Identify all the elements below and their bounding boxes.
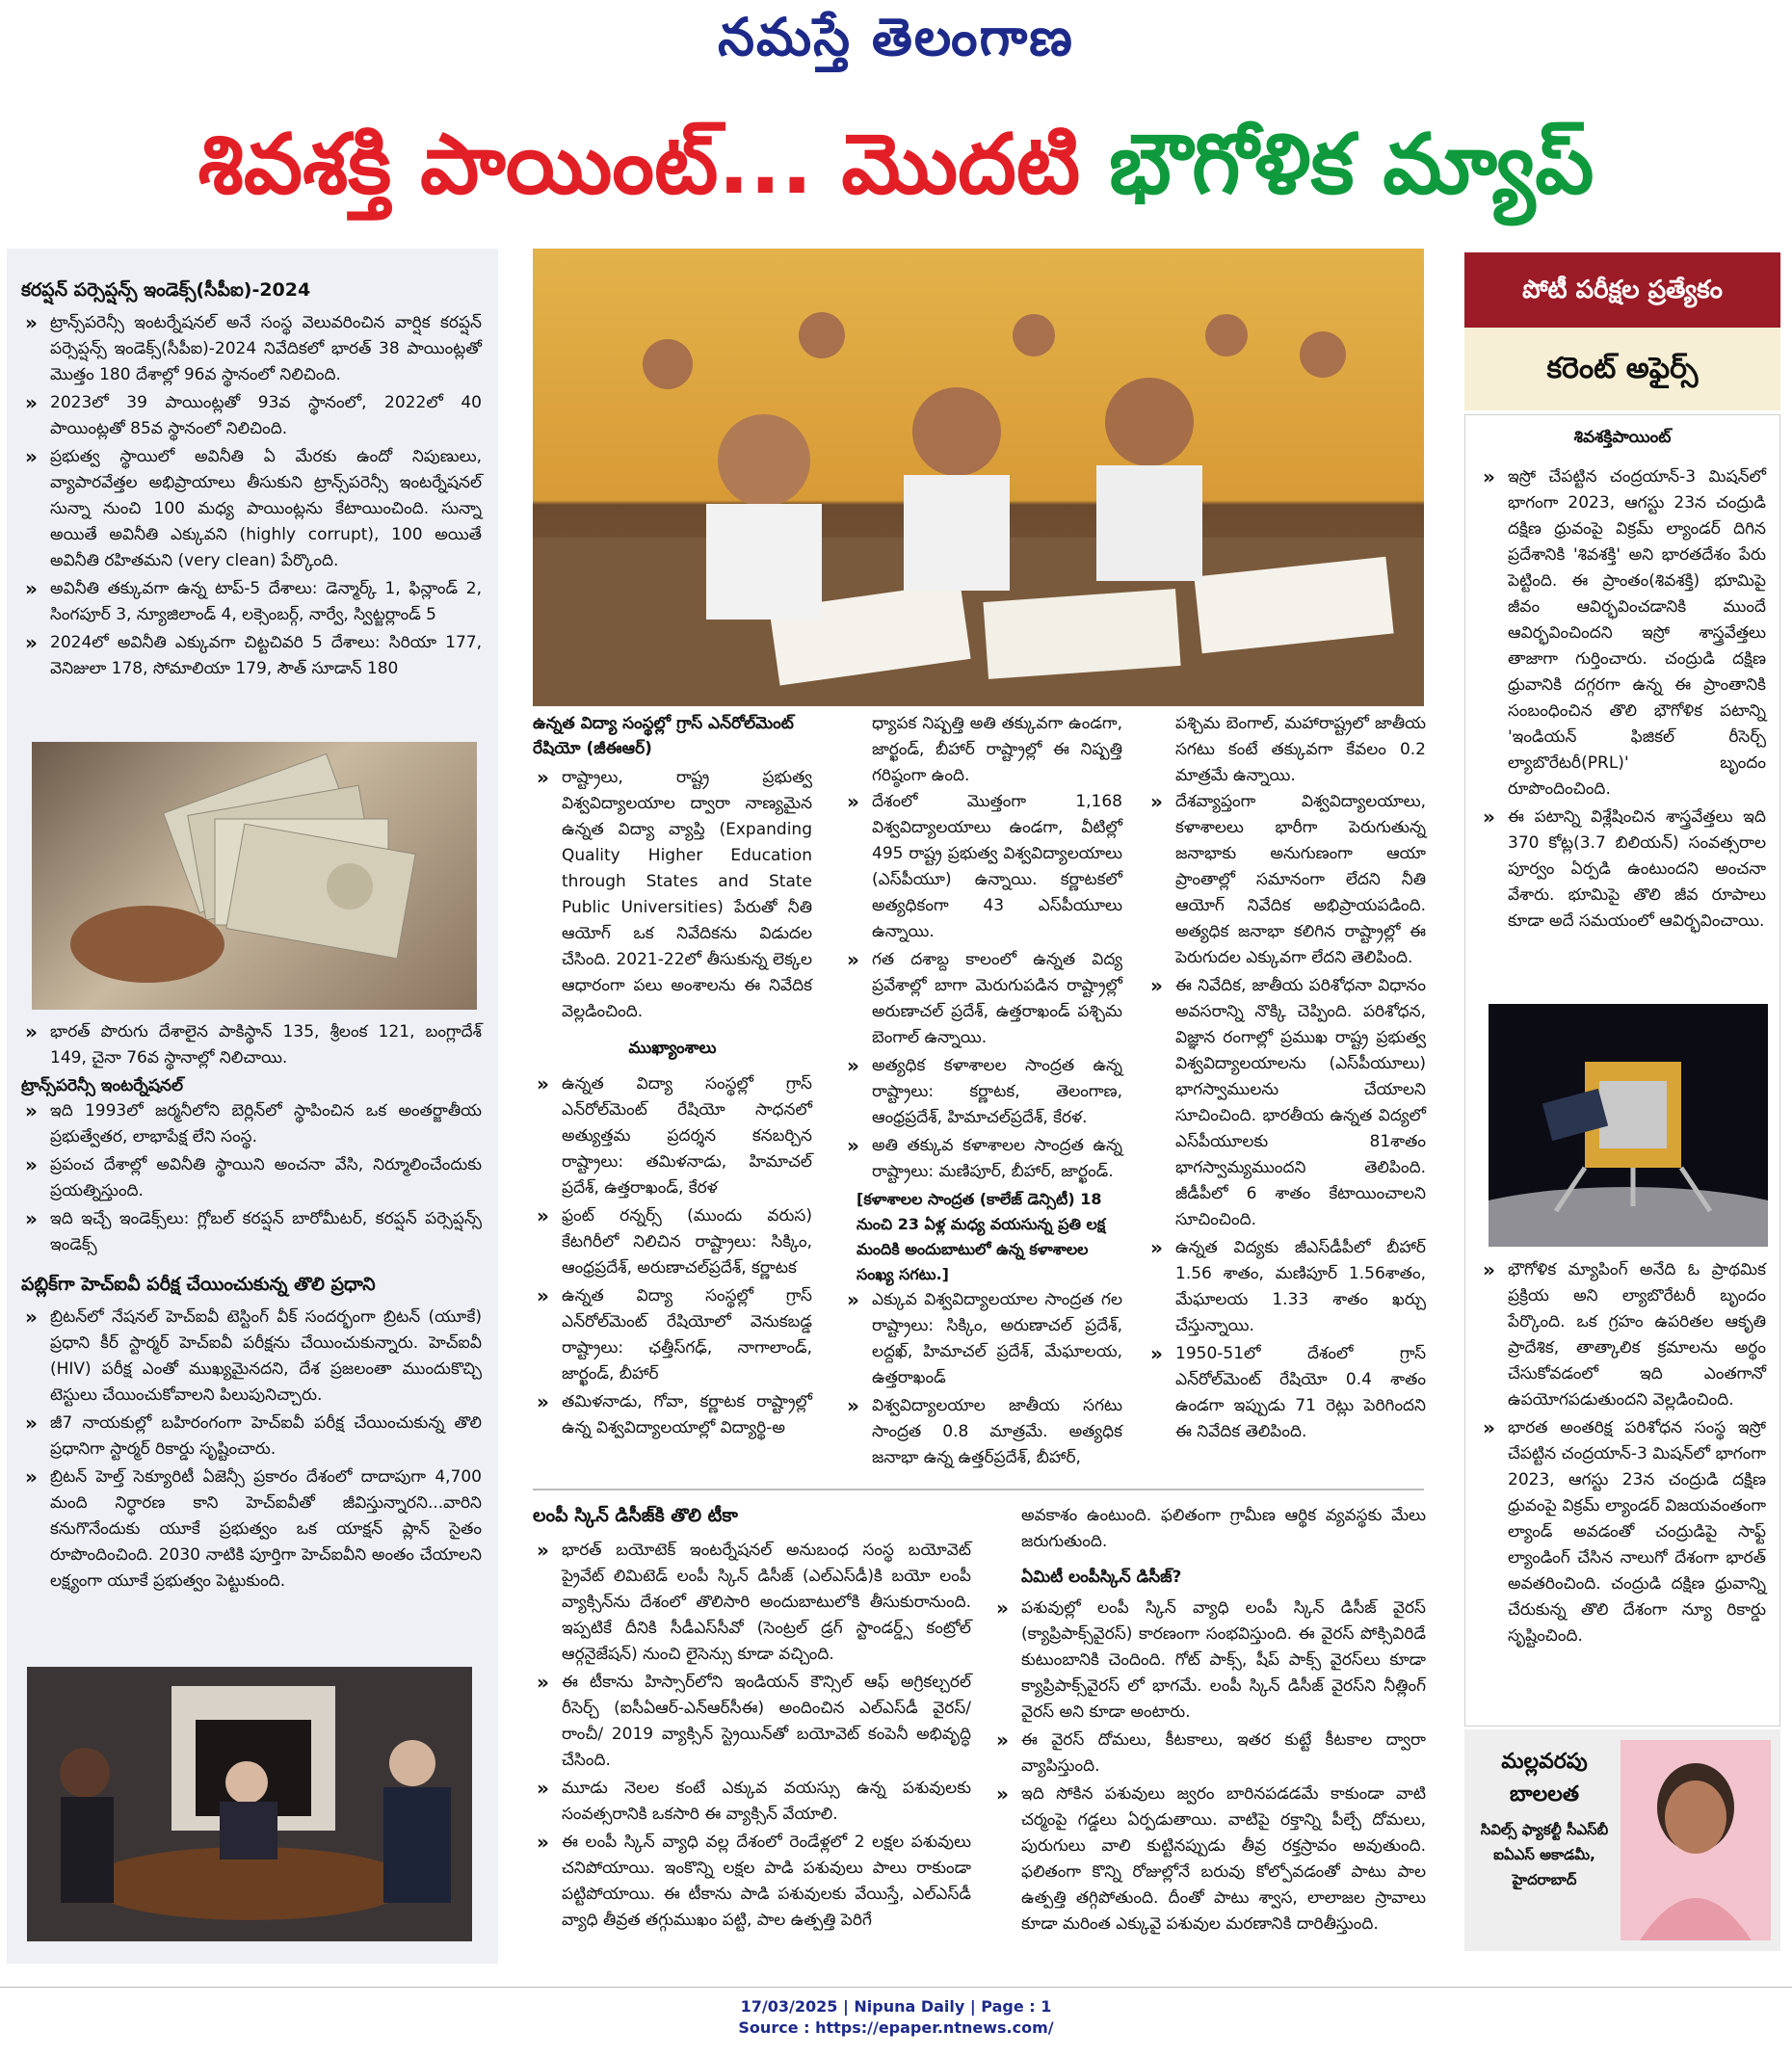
list-item: » భారత్ బయోటెక్ ఇంటర్నేషనల్ అనుబంధ సంస్థ బయోవెట్ ప్రైవేట్ లిమిటెడ్ లంపీ స్కిన్ డిసీజ్ (ఎల్‌ఎస్‌డీ)కి బయో లంపీ వ్యాక్సిన్‌ను దేశంలో తొలిసారి అందుబాటులోకి తీసుకురానుంది. ఇప్పటికే దీనికి సీడీఎస్‌సీవో (సెంట్రల్ డ్రగ్ స్టాండర్డ్స్ కంట్రోల్ ఆర్గనైజేషన్) నుంచి లైసెన్సు కూడా వచ్చింది.: [533, 1538, 971, 1668]
masthead-logo: నమస్తే తెలంగాణ: [718, 6, 1074, 67]
list-item: » ఎక్కువ విశ్వవిద్యాలయాల సాంద్రత గల రాష్ట్రాలు: సిక్కిం, అరుణాచల్ ప్రదేశ్, లద్దఖ్, హిమాచల్ ప్రదేశ్, మేఘాలయ, ఉత్తరాఖండ్: [843, 1287, 1122, 1391]
cpi-list: [21, 310, 482, 682]
hiv-list: [21, 1305, 482, 1595]
ger-column-1: [533, 711, 812, 1443]
ti-subheading: ట్రాన్స్‌పరెన్సీ ఇంటర్నేషనల్: [21, 1076, 183, 1095]
headline-part-2: భౌగోళిక మ్యాప్: [1109, 117, 1594, 213]
author-role: సివిల్స్ ఫ్యాకల్టీ సీఎస్‌బీ ఐఏఎస్ అకాడమీ, హైదరాబాద్: [1480, 1821, 1609, 1888]
list-item: » అత్యధిక కళాశాలల సాంద్రత ఉన్న రాష్ట్రాలు: కర్ణాటక, తెలంగాణ, ఆంధ్రప్రదేశ్, హిమాచల్‌ప్రదేశ్, కేరళ.: [843, 1053, 1122, 1131]
ti-section: [21, 1019, 482, 1596]
list-item: » ఇస్రో చేపట్టిన చంద్రయాన్-3 మిషన్‌లో భాగంగా 2023, ఆగస్టు 23న చంద్రుడి దక్షిణ ధ్రువంపై విక్రమ్ ల్యాండర్ దిగిన ప్రదేశానికి 'శివశక్తి' అని భారతదేశం పేరు పెట్టింది. ఈ ప్రాంతం(శివశక్తి) భూమిపై జీవం ఆవిర్భవించడానికి ముందే ఆవిర్భవించిందని ఇస్రో శాస్త్రవేత్తలు తాజాగా గుర్తించారు. చంద్రుడి దక్షిణ ధ్రువానికి దగ్గరగా ఉన్న ఈ ప్రాంతానికి సంబంధించిన తొలి భౌగోళిక పటాన్ని 'ఇండియన్ ఫిజికల్ రీసెర్చ్ ల్యాబొరేటరీ(PRL)' బృందం రూపొందించింది.: [1479, 464, 1766, 803]
list-item: » ఉన్నత విద్యకు జీఎస్‌డీపీలో బీహార్ 1.56 శాతం, మణిపూర్ 1.56శాతం, మేఘాలయ 1.33 శాతం ఖర్చు చేస్తున్నాయి.: [1146, 1235, 1426, 1339]
hiv-title: పబ్లిక్‌గా హెచ్‌ఐవీ పరీక్ష చేయించుకున్న తొలి ప్రధాని: [21, 1274, 376, 1295]
author-name-1: మల్లవరపు: [1501, 1750, 1588, 1774]
author-photo: [1621, 1740, 1771, 1940]
paragraph: పశ్చిమ బెంగాల్, మహారాష్ట్రలో జాతీయ సగటు కంటే తక్కువగా కేవలం 0.2 మాత్రమే ఉన్నాయి.: [1175, 714, 1426, 785]
section-divider: [533, 1489, 1424, 1490]
list-item: » తమిళనాడు, గోవా, కర్ణాటక రాష్ట్రాల్లో ఉన్న విశ్వవిద్యాలయాల్లో విద్యార్థి-అ: [533, 1389, 812, 1441]
list-item: » రాష్ట్రాలు, రాష్ట్ర ప్రభుత్వ విశ్వవిద్యాలయాల ద్వారా నాణ్యమైన ఉన్నత విద్యా వ్యాప్తి (Expanding Quality Higher Education through States and State Public Universities) పేరుతో నీతి ఆయోగ్ ఒక నివేదికను విడుదల చేసింది. 2021-22లో తీసుకున్న లెక్కల ఆధారంగా పలు అంశాలను ఈ నివేదిక వెల్లడించింది.: [533, 765, 812, 1025]
footer: [0, 1996, 1792, 2039]
lsd-title: లంపీ స్కిన్ డిసీజ్‌కి తొలి టీకా: [533, 1505, 738, 1526]
list-item: » ప్రపంచ దేశాల్లో అవినీతి స్థాయిని అంచనా వేసి, నిర్మూలించేందుకు ప్రయత్నిస్తుంది.: [21, 1152, 482, 1204]
cpi-section: [21, 277, 482, 684]
list-item: » దేశంలో మొత్తంగా 1,168 విశ్వవిద్యాలయాలు ఉండగా, వీటిల్లో 495 రాష్ట్ర ప్రభుత్వ విశ్వవిద్యాలయాలు (ఎస్‌పీయూ) ఉన్నాయి. కర్ణాటకలో అత్యధికంగా 43 ఎస్‌పీయూలు ఉన్నాయి.: [843, 789, 1122, 945]
list-item: » ఇది ఇచ్చే ఇండెక్స్‌లు: గ్లోబల్ కరప్షన్ బారోమీటర్, కరప్షన్ పర్సెప్షన్స్ ఇండెక్స్: [21, 1206, 482, 1258]
lsd-column-1: [533, 1503, 971, 1936]
list-item: » 2024లో అవినీతి ఎక్కువగా చిట్టచివరి 5 దేశాలు: సిరియా 177, వెనిజులా 178, సోమాలియా 179, సౌత్ సూడాన్ 180: [21, 630, 482, 682]
footer-source-link[interactable]: Source : https://epaper.ntnews.com/: [738, 2018, 1054, 2037]
currency-notes-photo: [32, 742, 477, 1010]
list-item: » పశువుల్లో లంపీ స్కిన్ వ్యాధి లంపీ స్కిన్ డిసీజ్ వైరస్ (క్యాప్రిపాక్స్‌వైరస్) కారణంగా సంభవిస్తుంది. ఈ వైరస్ పోక్సివిరిడే కుటుంబానికి చెందింది. గోట్ పాక్స్, షీప్ పాక్స్ వైరస్‌లు కూడా క్యాప్రిపాక్స్‌వైరస్ లో భాగమే. లంపీ స్కిన్ డిసీజ్ వైరస్‌ని నీత్లింగ్ వైరస్ అని కూడా అంటారు.: [992, 1595, 1426, 1726]
highlights-subheading: ముఖ్యాంశాలు: [628, 1039, 717, 1058]
lsd-column-2: [992, 1503, 1426, 1939]
vikram-lander-photo: [1489, 1004, 1768, 1247]
list-item: » ఈ టీకాను హిస్సార్‌లోని ఇండియన్ కౌన్సిల్ ఆఫ్ అగ్రికల్చరల్ రీసెర్చ్ (ఐసీఏఆర్-ఎన్ఆర్‌సీఈ) అందించిన ఎల్‌ఎస్‌డీ వైరస్/రాంచీ/ 2019 వ్యాక్సిన్ స్ట్రెయిన్‌తో బయోవెట్ కంపెనీ అభివృద్ధి చేసింది.: [533, 1670, 971, 1774]
headline: [0, 92, 1792, 237]
ti-list: [21, 1098, 482, 1258]
lsd-subheading: ఏమిటీ లంపీస్కిన్ డిసీజ్?: [1021, 1568, 1182, 1587]
list-item: » ప్రభుత్వ స్థాయిలో అవినీతి ఏ మేరకు ఉందో నిపుణులు, వ్యాపారవేత్తల అభిప్రాయాలు తీసుకుని ట్రాన్స్‌పరెన్సీ ఇంటర్నేషనల్ సున్నా నుంచి 100 మధ్య పాయింట్లను కేటాయించింది. సున్నా అయితే అవినీతి ఎక్కువని (highly corrupt), 100 అయితే అవినీతి రహితమని (very clean) పేర్కొంది.: [21, 444, 482, 574]
footer-rule: [0, 1987, 1792, 1988]
list-item: » గత దశాబ్ద కాలంలో ఉన్నత విద్య ప్రవేశాల్లో బాగా మెరుగుపడిన రాష్ట్రాల్లో అరుణాచల్ ప్రదేశ్, ఉత్తరాఖండ్ పశ్చిమ బెంగాల్ ఉన్నాయి.: [843, 947, 1122, 1051]
list-item: » ఈ పటాన్ని విశ్లేషించిన శాస్త్రవేత్తలు ఇది 370 కోట్ల(3.7 బిలియన్) సంవత్సరాల పూర్వం ఏర్పడి ఉంటుందని అంచనా వేశారు. భూమిపై తొలి జీవ రూపాలు కూడా అదే సమయంలో ఆవిర్భవించాయి.: [1479, 804, 1766, 935]
list-item: » మూడు నెలల కంటే ఎక్కువ వయస్సు ఉన్న పశువులకు సంవత్సరానికి ఒకసారి ఈ వ్యాక్సిన్ వేయాలి.: [533, 1776, 971, 1828]
list-item: » ఇది 1993లో జర్మనీలోని బెర్లిన్‌లో స్థాపించిన ఒక అంతర్జాతీయ ప్రభుత్వేతర, లాభాపేక్ష లేని సంస్థ.: [21, 1098, 482, 1150]
shivashakti-section: [1479, 424, 1766, 936]
exam-special-badge: పోటీ పరీక్షల ప్రత్యేకం: [1464, 252, 1780, 328]
shivashakti-title: శివశక్తిపాయింట్: [1573, 428, 1672, 447]
list-item: » ట్రాన్స్‌పరెన్సీ ఇంటర్నేషనల్ అనే సంస్థ వెలువరించిన వార్షిక కరప్షన్ పర్సెప్షన్స్ ఇండెక్స్(సీపీఐ)-2024 నివేదికలో భారత్ 38 పాయింట్లతో మొత్తం 180 దేశాల్లో 96వ స్థానంలో నిలిచింది.: [21, 310, 482, 388]
current-affairs-banner: కరెంట్ అఫైర్స్: [1464, 328, 1780, 410]
currency-notes-image: [32, 742, 477, 1010]
paragraph: అవకాశం ఉంటుంది. ఫలితంగా గ్రామీణ ఆర్థిక వ్యవస్థకు మేలు జరుగుతుంది.: [1021, 1506, 1426, 1551]
list-item: » ఈ లంపీ స్కిన్ వ్యాధి వల్ల దేశంలో రెండేళ్లలో 2 లక్షల పశువులు చనిపోయాయి. ఇంకొన్ని లక్షల పాడి పశువులు పాలు రాకుండా పట్టిపోయాయి. ఈ టీకాను పాడి పశువులకు వేయిస్తే, ఎల్‌ఎస్‌డీ వ్యాధి తీవ్రత తగ్గుముఖం పట్టి, పాల ఉత్పత్తి పెరిగే: [533, 1830, 971, 1934]
lander-image: [1489, 1004, 1768, 1247]
college-density-note: [కళాశాలల సాంద్రత (కాలేజ్ డెన్సిటీ) 18 నుంచి 23 ఏళ్ల మధ్య వయసున్న ప్రతి లక్ష మందికి అందుబాటులో ఉన్న కళాశాలల సంఖ్య సగటు.]: [856, 1190, 1106, 1283]
list-item: » అవినీతి తక్కువగా ఉన్న టాప్-5 దేశాలు: డెన్మార్క్ 1, ఫిన్లాండ్ 2, సింగపూర్ 3, న్యూజిలాండ్ 4, లక్సెంబర్గ్, నార్వే, స్విట్జర్లాండ్ 5: [21, 576, 482, 628]
list-item: » ఇది సోకిన పశువులు జ్వరం బారినపడడమే కాకుండా వాటి చర్మంపై గడ్డలు ఏర్పడుతాయి. వాటిపై రక్తాన్ని పీల్చే దోమలు, పురుగులు వాలి కుట్టినప్పుడు తీవ్ర రక్తస్రావం అవుతుంది. ఫలితంగా కొన్ని రోజుల్లోనే బరువు కోల్పోవడంతో పాటు పాల ఉత్పత్తి తగ్గిపోతుంది. దీంతో పాటు శ్వాస, లాలాజల స్రావాలు కూడా మరింత ఎక్కువై పశువుల మరణానికి దారితీస్తుంది.: [992, 1781, 1426, 1938]
ger-column-2: [843, 711, 1122, 1473]
footer-date-line: 17/03/2025 | Nipuna Daily | Page : 1: [740, 1997, 1052, 2016]
paragraph: ధ్యాపక నిష్పత్తి అతి తక్కువగా ఉండగా, జార్ఖండ్, బీహార్ రాష్ట్రాల్లో ఈ నిష్పత్తి గరిష్ఠంగా ఉంది.: [872, 714, 1122, 785]
list-item: » ఈ వైరస్ దోమలు, కీటకాలు, ఇతర కుట్టే కీటకాల ద్వారా వ్యాపిస్తుంది.: [992, 1727, 1426, 1780]
list-item: » ఉన్నత విద్యా సంస్థల్లో గ్రాస్ ఎన్‌రోల్‌మెంట్ రేషియోలో వెనుకబడ్డ రాష్ట్రాలు: ఛత్తీస్‌గఢ్, నాగాలాండ్, జార్ఖండ్, బీహార్: [533, 1283, 812, 1387]
list-item: » జీ7 నాయకుల్లో బహిరంగంగా హెచ్‌ఐవీ పరీక్ష చేయించుకున్న తొలి ప్రధానిగా స్టార్మర్ రికార్డు సృష్టించారు.: [21, 1411, 482, 1463]
list-item: » 2023లో 39 పాయింట్లతో 93వ స్థానంలో, 2022లో 40 పాయింట్లతో 85వ స్థానంలో నిలిచింది.: [21, 390, 482, 442]
list-item: » ఫ్రంట్ రన్నర్స్ (ముందు వరుస) కేటగిరీలో నిలిచిన రాష్ట్రాలు: సిక్కిం, ఆంధ్రప్రదేశ్, అరుణాచల్‌ప్రదేశ్, కర్ణాటక: [533, 1203, 812, 1281]
students-image: [533, 249, 1424, 706]
list-item: » భారత అంతరిక్ష పరిశోధన సంస్థ ఇస్రో చేపట్టిన చంద్రయాన్-3 మిషన్‌లో భాగంగా 2023, ఆగస్టు 23న చంద్రుడి దక్షిణ ధ్రువంపై విక్రమ్ ల్యాండర్ విజయవంతంగా ల్యాండ్ అవడంతో చంద్రుడిపై సాఫ్ట్ ల్యాండింగ్ చేసిన నాలుగో దేశంగా భారత్ అవతరించింది. చంద్రుడి దక్షిణ ధ్రువాన్ని చేరుకున్న తొలి దేశంగా న్యూ రికార్డు సృష్టించింది.: [1479, 1415, 1766, 1649]
list-item: » భౌగోళిక మ్యాపింగ్ అనేది ఓ ప్రాథమిక ప్రక్రియ అని ల్యాబొరేటరీ బృందం పేర్కొంది. ఒక గ్రహం ఉపరితల ఆకృతి ప్రాదేశిక, తాత్కాలిక క్రమాలను అర్థం చేసుకోవడంలో ఇది ఎంతగానో ఉపయోగపడుతుందని వెల్లడించింది.: [1479, 1257, 1766, 1413]
list-item: » బ్రిటన్‌లో నేషనల్ హెచ్‌ఐవీ టెస్టింగ్ వీక్ సందర్భంగా బ్రిటన్ (యూకే) ప్రధాని కీర్ స్టార్మర్ హెచ్‌ఐవీ పరీక్షను చేయించుకున్నారు. హెచ్‌ఐవీ (HIV) పరీక్ష ఎంతో ముఖ్యమైనదని, దేశ ప్రజలంతా ముందుకొచ్చి టెస్టులు చేయించుకోవాలని పిలుపునిచ్చారు.: [21, 1305, 482, 1409]
classroom-photo: [533, 249, 1424, 706]
list-item: » అతి తక్కువ కళాశాలల సాంద్రత ఉన్న రాష్ట్రాలు: మణిపూర్, బీహార్, జార్ఖండ్.: [843, 1133, 1122, 1185]
list-item: » దేశవ్యాప్తంగా విశ్వవిద్యాలయాలు, కళాశాలలు భారీగా పెరుగుతున్న జనాభాకు అనుగుణంగా ఆయా ప్రాంతాల్లో సమానంగా లేదని నీతి ఆయోగ్ నివేదిక అభిప్రాయపడింది. అత్యధిక జనాభా కలిగిన రాష్ట్రాల్లో ఈ పెరుగుదల ఎక్కువగా లేదని తెలిపింది.: [1146, 789, 1426, 971]
list-item: » ఈ నివేదిక, జాతీయ పరిశోధనా విధానం అవసరాన్ని నొక్కి చెప్పింది. పరిశోధన, విజ్ఞాన రంగాల్లో ప్రముఖ రాష్ట్ర ప్రభుత్వ విశ్వవిద్యాలయాలను (ఎస్‌పీయూలు) భాగస్వాములను చేయాలని సూచించింది. భారతీయ ఉన్నత విద్యలో ఎస్‌పీయూలకు 81శాతం భాగస్వామ్యముందని తెలిపింది. జీడీపీలో 6 శాతం కేటాయించాలని సూచించింది.: [1146, 973, 1426, 1233]
list-item: » విశ్వవిద్యాలయాల జాతీయ సగటు సాంద్రత 0.8 మాత్రమే. అత్యధిక జనాభా ఉన్న ఉత్తర్‌ప్రదేశ్, బీహార్,: [843, 1393, 1122, 1471]
list-item: » బ్రిటన్ హెల్త్ సెక్యూరిటీ ఏజెన్సీ ప్రకారం దేశంలో దాదాపుగా 4,700 మంది నిర్ధారణ కాని హెచ్‌ఐవీతో జీవిస్తున్నారని...వారిని కనుగొనేందుకు యూకే ప్రభుత్వం ఒక యాక్షన్ ప్లాన్ సైతం రూపొందించింది. 2030 నాటికి పూర్తిగా హెచ్‌ఐవీని అంతం చేయాలని లక్ష్యంగా యూకే ప్రభుత్వం పెట్టుకుంది.: [21, 1464, 482, 1595]
list-item: » భారత్ పొరుగు దేశాలైన పాకిస్థాన్ 135, శ్రీలంక 121, బంగ్లాదేశ్ 149, చైనా 76వ స్థానాల్లో నిలిచాయి.: [21, 1019, 482, 1071]
list-item: » ఉన్నత విద్యా సంస్థల్లో గ్రాస్ ఎన్‌రోల్‌మెంట్ రేషియో సాధనలో అత్యుత్తమ ప్రదర్శన కనబర్చిన రాష్ట్రాలు: తమిళనాడు, హిమాచల్ ప్రదేశ్, ఉత్తరాఖండ్, కేరళ: [533, 1071, 812, 1201]
meeting-image: [27, 1667, 472, 1941]
author-text: [1472, 1746, 1617, 1892]
cpi-title: కరప్షన్ పర్సెప్షన్స్ ఇండెక్స్(సీపీఐ)-2024: [21, 279, 311, 301]
headline-part-1: శివశక్తి పాయింట్... మొదటి: [198, 117, 1081, 213]
ger-title: ఉన్నత విద్యా సంస్థల్లో గ్రాస్ ఎన్‌రోల్‌మెంట్ రేషియో (జీఈఆర్): [533, 714, 794, 758]
list-item: » 1950-51లో దేశంలో గ్రాస్ ఎన్‌రోల్‌మెంట్ రేషియో 0.4 శాతం ఉండగా ఇప్పుడు 71 రెట్లు పెరిగిందని ఈ నివేదిక తెలిపింది.: [1146, 1341, 1426, 1445]
ger-column-3: [1146, 711, 1426, 1447]
mapping-section: [1479, 1257, 1766, 1651]
author-portrait: [1621, 1740, 1771, 1940]
author-name-2: బాలలత: [1510, 1782, 1579, 1806]
hiv-test-photo: [27, 1667, 472, 1941]
